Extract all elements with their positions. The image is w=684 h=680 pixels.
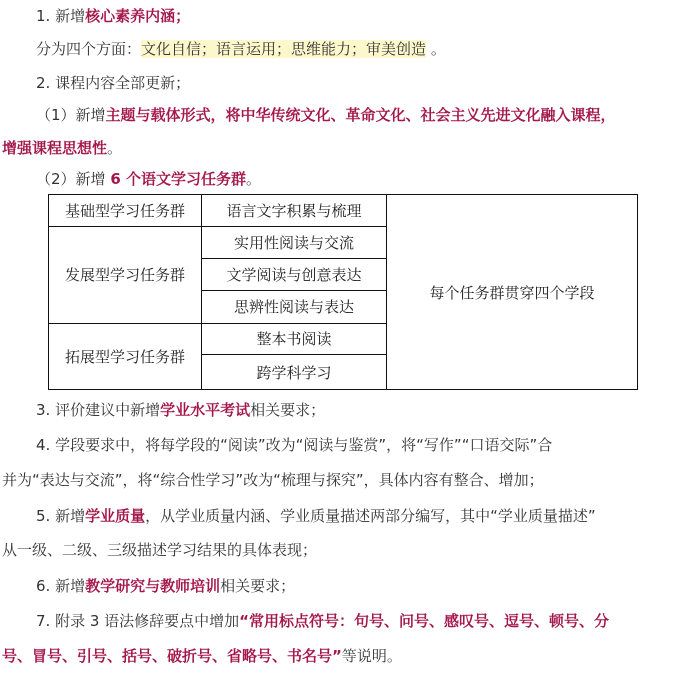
item-1 [36, 5, 684, 27]
group-item: 实用性阅读与交流 [202, 226, 387, 259]
item-5-highlight: 学业质量 [85, 507, 146, 525]
item-6-prefix: 6. 新增 [36, 577, 86, 595]
item-1-detail-prefix: 分为四个方面： [36, 40, 142, 58]
item-7 [36, 610, 684, 632]
item-6-highlight: 教学研究与教师培训 [85, 577, 221, 595]
group-item: 整本书阅读 [202, 323, 387, 355]
group-name-extension: 拓展型学习任务群 [49, 323, 202, 389]
item-4-cont [2, 469, 684, 491]
item-2-sub-2-prefix: （2）新增 [36, 170, 111, 188]
item-2-sub-1-highlight: 主题与载体形式，将中华传统文化、革命文化、社会主义先进文化融入课程， [105, 106, 616, 124]
item-7-highlight-cont: 号、冒号、引号、括号、破折号、省略号、书名号” [2, 647, 342, 665]
item-5 [36, 505, 684, 527]
item-7-suffix: 等说明。 [341, 647, 402, 665]
item-2-sub-1-prefix: （1）新增 [36, 106, 106, 124]
item-4 [36, 434, 684, 456]
group-item: 跨学科学习 [202, 355, 387, 390]
group-item: 思辨性阅读与表达 [202, 290, 387, 323]
item-4-line-2: 并为“表达与交流”，将“综合性学习”改为“梳理与探究”，具体内容有整合、增加； [2, 471, 544, 489]
item-7-prefix: 7. 附录 3 语法修辞要点中增加 [36, 612, 240, 630]
item-3-highlight: 学业水平考试 [160, 401, 251, 419]
group-name-development: 发展型学习任务群 [49, 226, 202, 323]
item-3-suffix: 相关要求； [250, 401, 326, 419]
item-4-line-1: 4. 学段要求中，将每学段的“阅读”改为“阅读与鉴赏”，将“写作”“口语交际”合 [36, 436, 553, 454]
group-name-basic: 基础型学习任务群 [49, 195, 202, 227]
item-2-sub-1-suffix: 。 [107, 139, 123, 157]
group-item: 文学阅读与创意表达 [202, 259, 387, 291]
item-2-sub-1 [36, 104, 684, 126]
item-6-suffix: 相关要求； [220, 577, 296, 595]
item-1-number: 1. [36, 7, 51, 25]
item-1-detail-suffix: 。 [430, 40, 446, 58]
item-5-cont [2, 539, 684, 561]
task-group-table [48, 194, 638, 390]
item-2-sub-1-highlight-cont: 增强课程思想性 [2, 139, 108, 157]
four-aspects-highlight: 文化自信；语言运用；思维能力；审美创造 [141, 40, 427, 58]
item-6 [36, 575, 684, 597]
item-5-prefix: 5. 新增 [36, 507, 86, 525]
item-2 [36, 72, 684, 94]
item-2-sub-2-highlight: 6 个语文学习任务群 [110, 170, 246, 188]
item-2-sub-2-suffix: 。 [245, 170, 261, 188]
group-item: 语言文字积累与梳理 [202, 195, 387, 227]
item-2-sub-2 [36, 168, 684, 190]
item-1-highlight: 核心素养内涵； [85, 7, 191, 25]
item-1-prefix: 新增 [55, 7, 86, 25]
item-3-prefix: 3. 评价建议中新增 [36, 401, 161, 419]
item-7-highlight: “常用标点符号：句号、问号、感叹号、逗号、顿号、分 [239, 612, 610, 630]
item-2-sub-1-cont [2, 137, 684, 159]
item-1-detail [36, 38, 684, 60]
item-7-cont [2, 645, 684, 667]
item-5-suffix: ，从学业质量内涵、学业质量描述两部分编写，其中“学业质量描述” [145, 507, 596, 525]
item-2-text: 2. 课程内容全部更新； [36, 74, 191, 92]
item-5-line-2: 从一级、二级、三级描述学习结果的具体表现； [2, 541, 318, 559]
item-3 [36, 399, 684, 421]
table-note: 每个任务群贯穿四个学段 [387, 195, 638, 390]
